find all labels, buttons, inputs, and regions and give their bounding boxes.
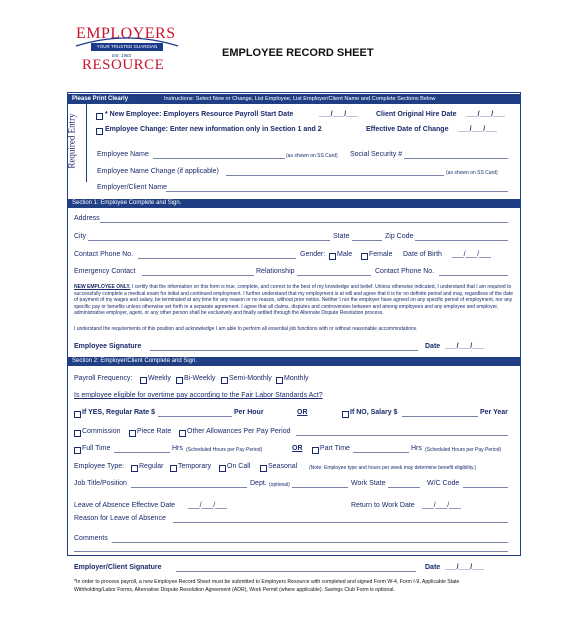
- leave-reason-field[interactable]: [173, 522, 508, 523]
- leave-effective-slots[interactable]: ___/___/___: [188, 502, 227, 509]
- contact-phone-2-field[interactable]: [439, 275, 508, 276]
- seasonal-checkbox[interactable]: [260, 465, 267, 472]
- full-time-hrs-label: Hrs: [172, 445, 183, 452]
- dob-slots[interactable]: ___/___/___: [452, 251, 491, 258]
- male-label: Male: [337, 251, 353, 258]
- salary-field[interactable]: [402, 416, 478, 417]
- gender-label: Gender:: [300, 251, 326, 258]
- name-change-field[interactable]: [226, 175, 444, 176]
- zip-field[interactable]: [415, 240, 508, 241]
- emergency-field[interactable]: [142, 275, 254, 276]
- overtime-question: Is employee eligible for overtime pay according to the Fair Labor Standards Act?: [74, 392, 323, 399]
- client-hire-label: Client Original Hire Date: [376, 111, 457, 118]
- piece-rate-checkbox[interactable]: [129, 430, 136, 437]
- instructions-text: Instructions: Select New or Change, List Employee, List Employer/Client Name and Complete Sections Below: [164, 96, 436, 102]
- employee-type-label: Employee Type:: [74, 463, 125, 470]
- section2-bar: [67, 357, 520, 366]
- per-hour-label: Per Hour: [234, 409, 264, 416]
- employer-sig-date-label: Date: [425, 564, 441, 571]
- male-checkbox[interactable]: [329, 253, 336, 260]
- relationship-field[interactable]: [297, 275, 371, 276]
- leave-reason-label: Reason for Leave of Absence: [74, 515, 166, 522]
- footer-line-2: Withholding/Labor Forms, Alternative Dispute Resolution Agreement (ADR), Work Permit (where applicable). Savings Club Form is optional.: [74, 587, 395, 593]
- return-work-label: Return to Work Date: [351, 502, 415, 509]
- temporary-label: Temporary: [178, 463, 212, 470]
- monthly-checkbox[interactable]: [276, 377, 283, 384]
- other-allowances-label: Other Allowances Per Pay Period: [187, 428, 291, 435]
- if-yes-label: If YES, Regular Rate $: [82, 409, 156, 416]
- city-label: City: [74, 233, 87, 240]
- biweekly-label: Bi-Weekly: [184, 375, 216, 382]
- ssn-field[interactable]: [404, 158, 508, 159]
- no-checkbox[interactable]: [342, 411, 349, 418]
- name-change-label: Employee Name Change (if applicable): [97, 168, 219, 175]
- if-no-label: If NO, Salary $: [350, 409, 398, 416]
- on-call-checkbox[interactable]: [219, 465, 226, 472]
- logo-tagline: YOUR TRUSTED GUARDIAN: [91, 43, 163, 51]
- employer-client-field[interactable]: [166, 191, 508, 192]
- employer-signature-field[interactable]: [176, 571, 416, 572]
- emergency-label: Emergency Contact: [74, 268, 136, 275]
- state-field[interactable]: [352, 240, 382, 241]
- commission-label: Commission: [82, 428, 121, 435]
- contact-phone-2-label: Contact Phone No.: [375, 268, 435, 275]
- as-shown-note-2: (as shown on SS Card): [446, 170, 498, 176]
- instructions-bar: [67, 94, 520, 104]
- contact-phone-field[interactable]: [138, 258, 296, 259]
- contact-phone-label: Contact Phone No.: [74, 251, 134, 258]
- full-time-hours-field[interactable]: [114, 452, 170, 453]
- job-title-label: Job Title/Position: [74, 480, 127, 487]
- female-checkbox[interactable]: [361, 253, 368, 260]
- biweekly-checkbox[interactable]: [176, 377, 183, 384]
- part-time-label: Part Time: [320, 445, 350, 452]
- commission-checkbox[interactable]: [74, 430, 81, 437]
- employer-sig-date-slots[interactable]: ___/___/___: [445, 564, 484, 571]
- semimonthly-checkbox[interactable]: [221, 377, 228, 384]
- employer-client-label: Employer/Client Name: [97, 184, 168, 191]
- footer-line-1: *In order to process payroll, a new Employee Record Sheet must be submitted to Employers Resource with completed and signed Form W-4, Form I-9, Applicable State: [74, 579, 460, 585]
- employee-change-checkbox[interactable]: [96, 128, 103, 135]
- section1-bar: [67, 199, 520, 208]
- logo-employers: EMPLOYERS: [76, 25, 176, 42]
- employee-sig-date-label: Date: [425, 343, 441, 350]
- full-time-sched-note: (Scheduled Hours per Pay Period): [186, 447, 263, 453]
- full-time-label: Full Time: [82, 445, 111, 452]
- other-allowances-checkbox[interactable]: [179, 430, 186, 437]
- seasonal-label: Seasonal: [268, 463, 298, 470]
- city-field[interactable]: [88, 240, 330, 241]
- employee-sig-date-slots[interactable]: ___/___/___: [445, 343, 484, 350]
- wc-code-label: W/C Code: [427, 480, 460, 487]
- comments-field[interactable]: [112, 542, 508, 543]
- address-label: Address: [74, 215, 100, 222]
- employee-signature-field[interactable]: [150, 350, 418, 351]
- weekly-label: Weekly: [148, 375, 171, 382]
- employee-signature-label: Employee Signature: [74, 343, 142, 350]
- or-label-2: OR: [292, 445, 303, 452]
- address-field[interactable]: [100, 222, 508, 223]
- piece-rate-label: Piece Rate: [137, 428, 172, 435]
- employee-name-field[interactable]: [153, 158, 285, 159]
- job-title-field[interactable]: [131, 487, 247, 488]
- new-employee-only: NEW EMPLOYEE ONLY.: [74, 284, 131, 290]
- dept-optional-note: (optional): [269, 482, 290, 488]
- part-time-hrs-label: Hrs: [411, 445, 422, 452]
- state-label: State: [333, 233, 350, 240]
- regular-checkbox[interactable]: [131, 465, 138, 472]
- zip-label: Zip Code: [385, 233, 414, 240]
- on-call-label: On Call: [227, 463, 251, 470]
- understand-text: I understand the requirements of this position and acknowledge I am able to perform all essential job functions with or without reasonable accommodations.: [74, 326, 418, 332]
- required-entry-label: Required Entry: [66, 113, 77, 169]
- new-employee-label: * New Employee: Employers Resource Payroll Start Date: [105, 111, 294, 118]
- employee-type-note: (Note: Employee type and hours per week may determine benefit eligibility.): [309, 465, 477, 471]
- part-time-sched-note: (Scheduled Hours per Pay Period): [425, 447, 502, 453]
- dept-field[interactable]: [292, 487, 348, 488]
- leave-effective-label: Leave of Absence Effective Date: [74, 502, 176, 509]
- or-label: OR: [297, 409, 308, 416]
- new-employee-checkbox[interactable]: [96, 113, 103, 120]
- part-time-checkbox[interactable]: [312, 447, 319, 454]
- footer-note: [74, 578, 520, 594]
- certification-text: I certify that the information on this form is true, complete, and correct to the best of my knowledge and belief. Unless otherwise indicated, I understand that I am required to successfully complete a medical exam for initial and continued employment. I further understand that my employment is at will and agree that it is for no definite period and may, regardless of the date of payment of my wages and salary, be terminated at any time for any reason or no reason, without prior notice. Neither I nor the employer have agreed on any specific period of employment, nor any specific pay or benefits unless otherwise set forth in a separate agreement. I agree that all claims, disputes and controversies between and among employees and any employee and employer, administrative employer, agent, or any other person shall be exclusively and finally settled through the Alternate Dispute Resolution process.: [74, 284, 514, 316]
- section1-title: Section 1: Employee Complete and Sign.: [72, 200, 182, 206]
- return-work-slots[interactable]: ___/___/___: [422, 502, 461, 509]
- required-entry-column: [66, 100, 87, 182]
- regular-label: Regular: [139, 463, 164, 470]
- relationship-label: Relationship: [256, 268, 295, 275]
- other-allowances-field[interactable]: [296, 435, 508, 436]
- client-hire-slots[interactable]: ___/___/___: [466, 111, 505, 118]
- effective-change-slots[interactable]: ___/___/___: [458, 126, 497, 133]
- employee-change-label: Employee Change: Enter new information only in Section 1 and 2: [105, 126, 322, 133]
- payroll-frequency-label: Payroll Frequency:: [74, 375, 133, 382]
- temporary-checkbox[interactable]: [170, 465, 177, 472]
- ssn-label: Social Security #: [350, 151, 403, 158]
- logo-est: Est. 1983: [112, 53, 132, 58]
- certification-paragraph: [74, 284, 514, 317]
- comments-label: Comments: [74, 535, 108, 542]
- print-clearly: Please Print Clearly: [72, 96, 129, 102]
- dob-label: Date of Birth: [403, 251, 442, 258]
- work-state-label: Work State: [351, 480, 386, 487]
- yes-checkbox[interactable]: [74, 411, 81, 418]
- full-time-checkbox[interactable]: [74, 447, 81, 454]
- logo-resource: RESOURCE: [82, 57, 165, 73]
- part-time-hours-field[interactable]: [353, 452, 409, 453]
- weekly-checkbox[interactable]: [140, 377, 147, 384]
- effective-change-label: Effective Date of Change: [366, 126, 449, 133]
- work-state-field[interactable]: [388, 487, 420, 488]
- page-title: EMPLOYEE RECORD SHEET: [222, 47, 374, 59]
- monthly-label: Monthly: [284, 375, 309, 382]
- as-shown-note: (as shown on SS Card): [286, 153, 338, 159]
- employer-signature-label: Employer/Client Signature: [74, 564, 162, 571]
- comments-field-2[interactable]: [74, 551, 508, 552]
- semimonthly-label: Semi-Monthly: [229, 375, 272, 382]
- per-year-label: Per Year: [480, 409, 508, 416]
- wc-code-field[interactable]: [463, 487, 508, 488]
- logo-swoosh-icon: [72, 22, 182, 82]
- female-label: Female: [369, 251, 393, 258]
- regular-rate-field[interactable]: [158, 416, 232, 417]
- dept-label: Dept.: [250, 480, 267, 487]
- start-date-slots[interactable]: ___/___/___: [319, 111, 358, 118]
- section2-title: Section 2: Employer/Client Complete and Sign.: [72, 358, 198, 364]
- employee-name-label: Employee Name: [97, 151, 149, 158]
